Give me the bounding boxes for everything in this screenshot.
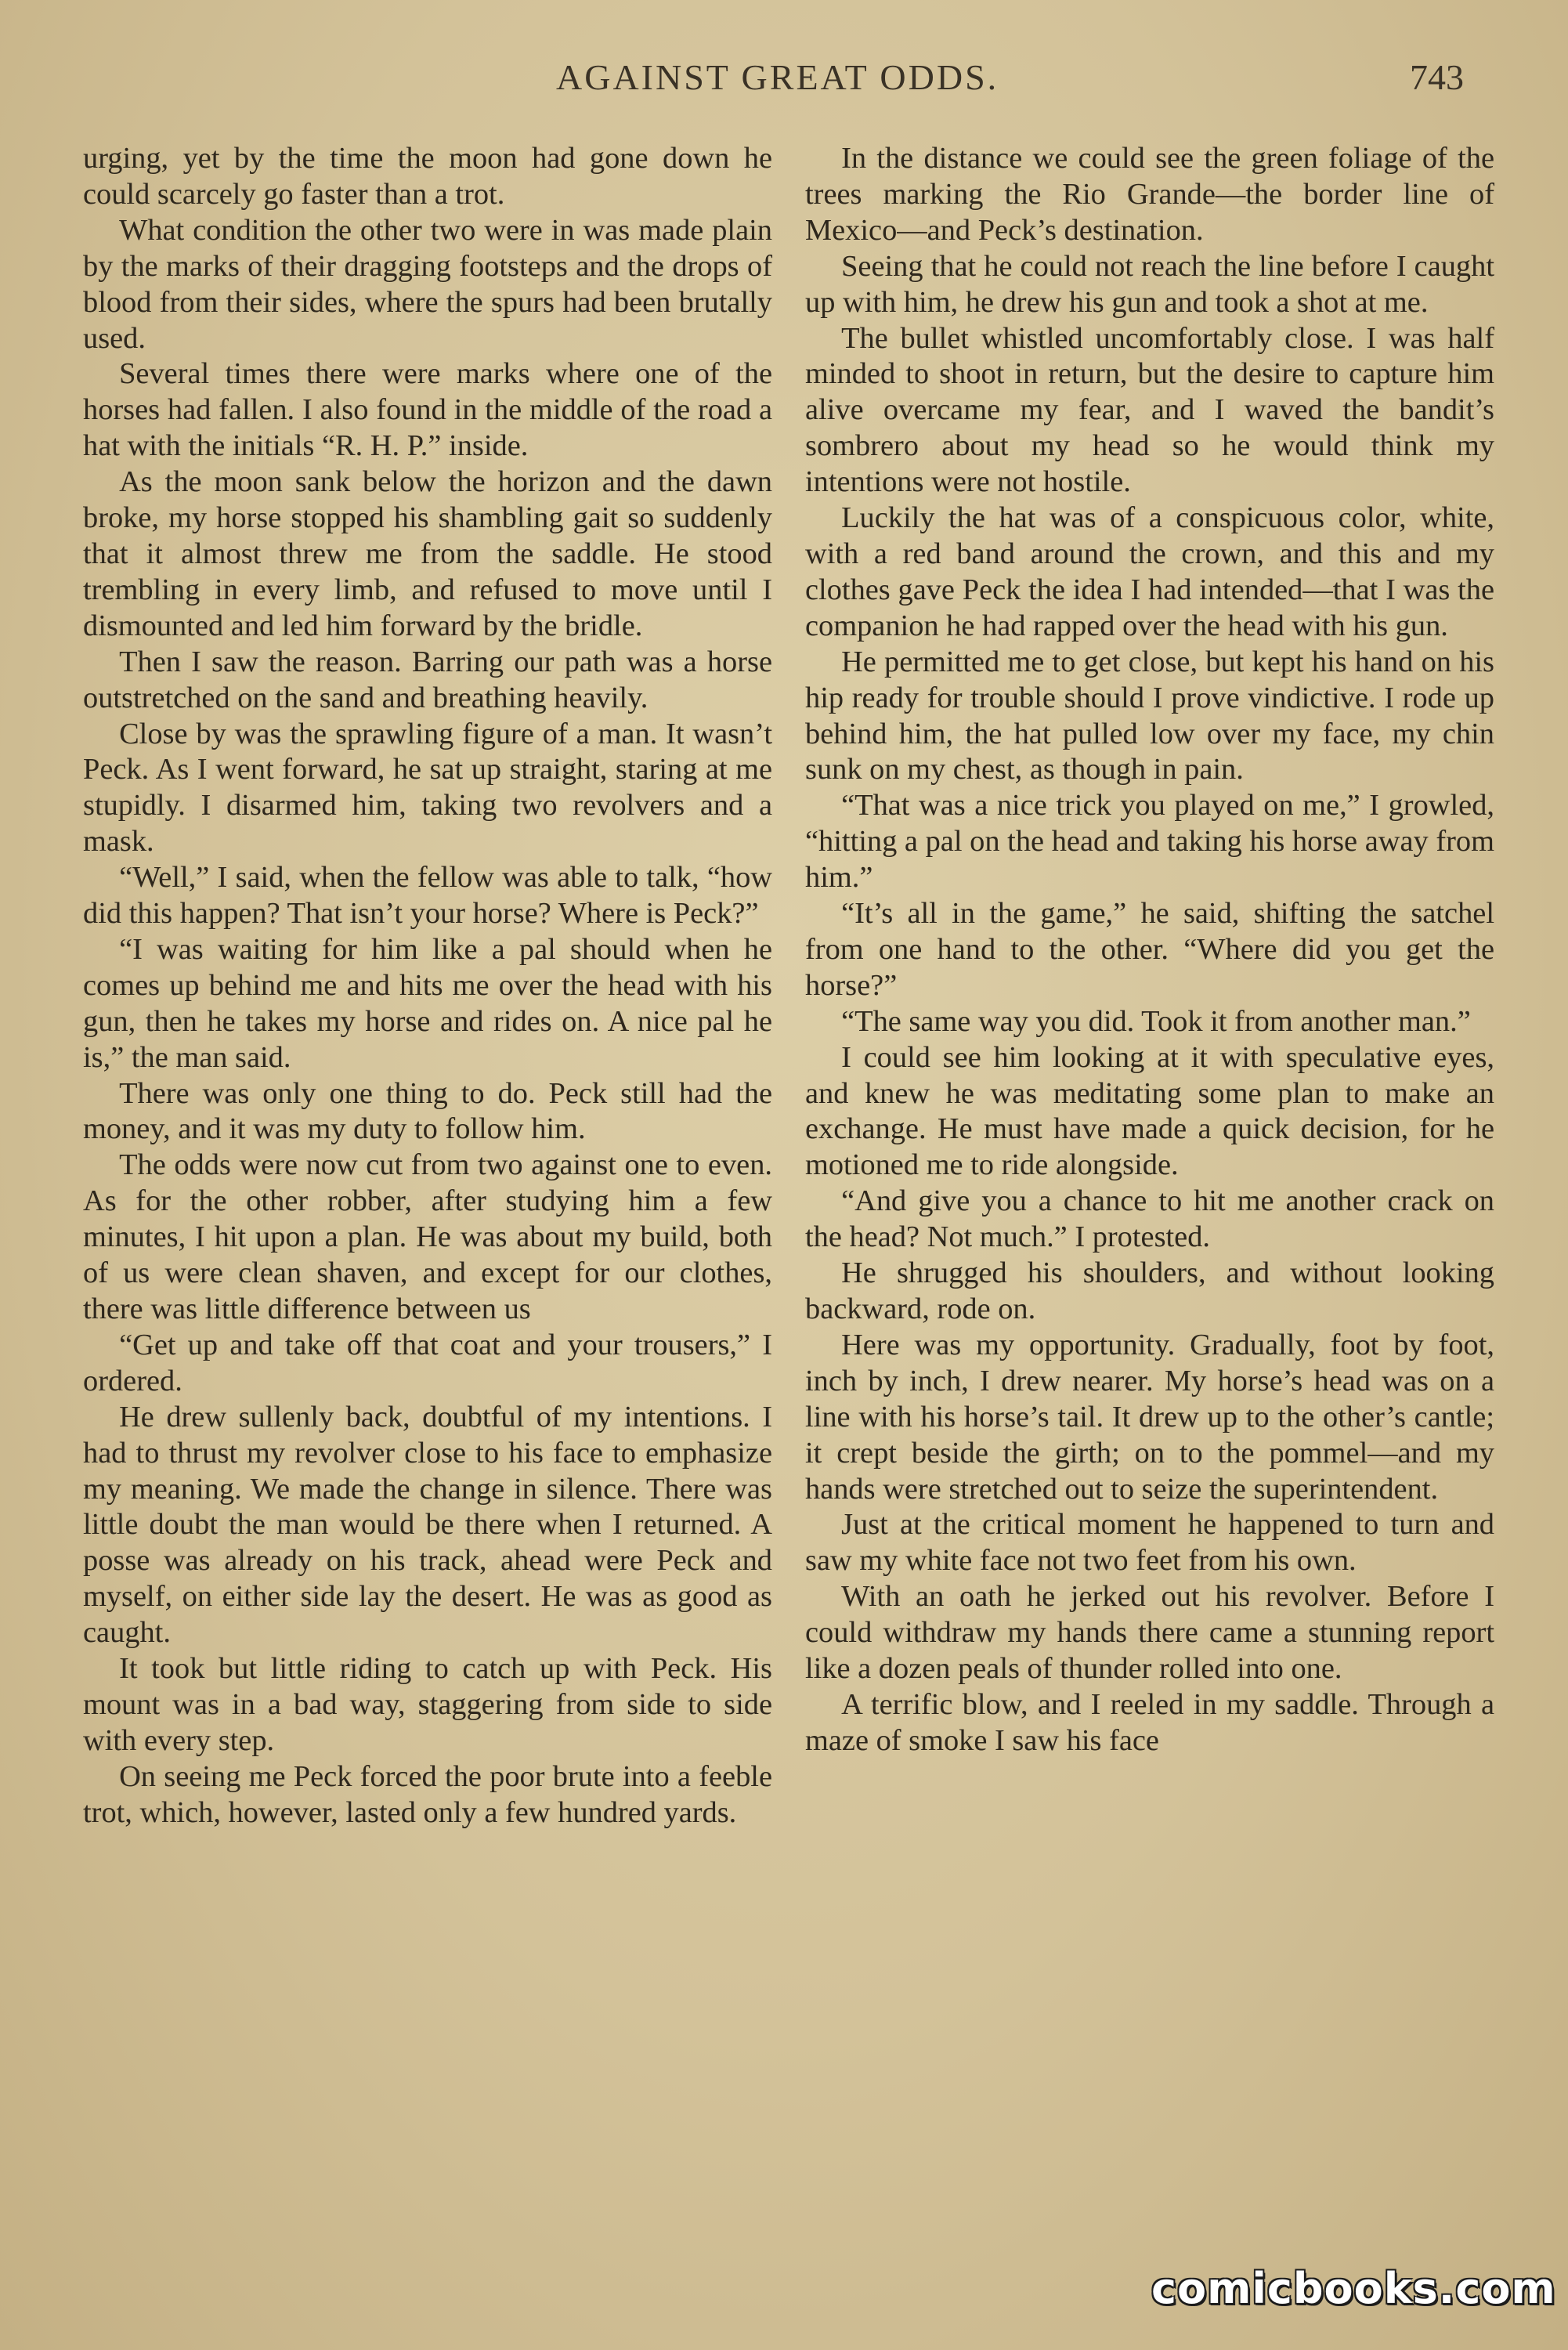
paragraph: What condition the other two were in was made plain by the marks of their dragging footsteps and the drops of blood from their sides, where the spurs had been brutally used. [83,213,772,355]
paragraph: Several times there were marks where one of the horses had fallen. I also found in the middle of the road a hat with the initials “R. H. P.” inside. [83,357,772,463]
paragraph: He shrugged his shoulders, and without looking backward, rode on. [805,1256,1494,1325]
paragraph: He drew sullenly back, doubtful of my intentions. I had to thrust my revolver close to his face to emphasize my meaning. We made the change in silence. There was little doubt the man would be there when I returned. A posse was already on his track, ahead were Peck and myself, on either side lay the desert. He was as good as caught. [83,1400,772,1650]
paragraph: On seeing me Peck forced the poor brute into a feeble trot, which, however, lasted only a few hundred yards. [83,1759,772,1829]
paragraph: In the distance we could see the green foliage of the trees marking the Rio Grande—the border line of Mexico—and Peck’s destination. [805,142,1494,247]
running-title: AGAINST GREAT ODDS. [556,57,999,97]
paragraph: With an oath he jerked out his revolver. Before I could withdraw my hands there came a stunning report like a dozen peals of thunder rolled into one. [805,1580,1494,1686]
paragraph: Here was my opportunity. Gradually, foot by foot, inch by inch, I drew nearer. My horse’s head was on a line with his horse’s tail. It drew up to the other’s cantle; it crept beside the girth; on to the pommel—and my hands were stretched out to seize the superintendent. [805,1328,1494,1506]
paragraph: “And give you a chance to hit me another crack on the head? Not much.” I protested. [805,1184,1494,1254]
paragraph: “I was waiting for him like a pal should when he comes up behind me and hits me over the head with his gun, then he takes my horse and rides on. A nice pal he is,” the man said. [83,932,772,1074]
paragraph: There was only one thing to do. Peck still had the money, and it was my duty to follow him. [83,1076,772,1146]
paragraph: I could see him looking at it with speculative eyes, and knew he was meditating some plan to make an exchange. He must have made a quick decision, for he motioned me to ride alongside. [805,1040,1494,1182]
watermark-logo: comicbooks.com [1151,2264,1556,2313]
paragraph: It took but little riding to catch up with Peck. His mount was in a bad way, staggering from side to side with every step. [83,1652,772,1757]
paragraph: He permitted me to get close, but kept his hand on his hip ready for trouble should I prove vindictive. I rode up behind him, the hat pulled low over my face, my chin sunk on my chest, as though in pain. [805,645,1494,786]
paragraph: As the moon sank below the horizon and the dawn broke, my horse stopped his shambling gait so suddenly that it almost threw me from the saddle. He stood trembling in every limb, and refused to move until I dismounted and led him forward by the bridle. [83,465,772,642]
paragraph: Seeing that he could not reach the line before I caught up with him, he drew his gun and took a shot at me. [805,249,1494,319]
paragraph: Then I saw the reason. Barring our path was a horse outstretched on the sand and breathing heavily. [83,645,772,714]
page-number: 743 [1410,57,1464,97]
paragraph: “Get up and take off that coat and your trousers,” I ordered. [83,1328,772,1397]
paragraph: “The same way you did. Took it from another man.” [841,1004,1471,1038]
right-column [805,141,1494,1759]
paragraph: A terrific blow, and I reeled in my saddle. Through a maze of smoke I saw his face [805,1687,1494,1757]
paragraph: “Well,” I said, when the fellow was able to talk, “how did this happen? That isn’t your horse? Where is Peck?” [83,861,772,931]
page-header [0,56,1568,119]
paragraph: urging, yet by the time the moon had gone down he could scarcely go faster than a trot. [83,142,772,211]
paragraph: Luckily the hat was of a conspicuous color, white, with a red band around the crown, and this and my clothes gave Peck the idea I had intended—that I was the companion he had rapped over the head with his gun. [805,501,1494,642]
paragraph: Just at the critical moment he happened to turn and saw my white face not two feet from his own. [805,1508,1494,1578]
paragraph: Close by was the sprawling figure of a man. It wasn’t Peck. As I went forward, he sat up straight, staring at me stupidly. I disarmed him, taking two revolvers and a mask. [83,717,772,859]
paragraph: “That was a nice trick you played on me,” I growled, “hitting a pal on the head and taking his horse away from him.” [805,789,1494,895]
paragraph: “It’s all in the game,” he said, shifting the satchel from one hand to the other. “Where did you get the horse?” [805,897,1494,1002]
left-column [83,141,772,1831]
paragraph: The odds were now cut from two against one to even. As for the other robber, after studying him a few minutes, I hit upon a plan. He was about my build, both of us were clean shaven, and except for our clothes, there was little difference between us [83,1148,772,1325]
paragraph: The bullet whistled uncomfortably close. I was half minded to shoot in return, but the desire to capture him alive overcame my fear, and I waved the bandit’s sombrero about my head so he would think my intentions were not hostile. [805,321,1494,499]
